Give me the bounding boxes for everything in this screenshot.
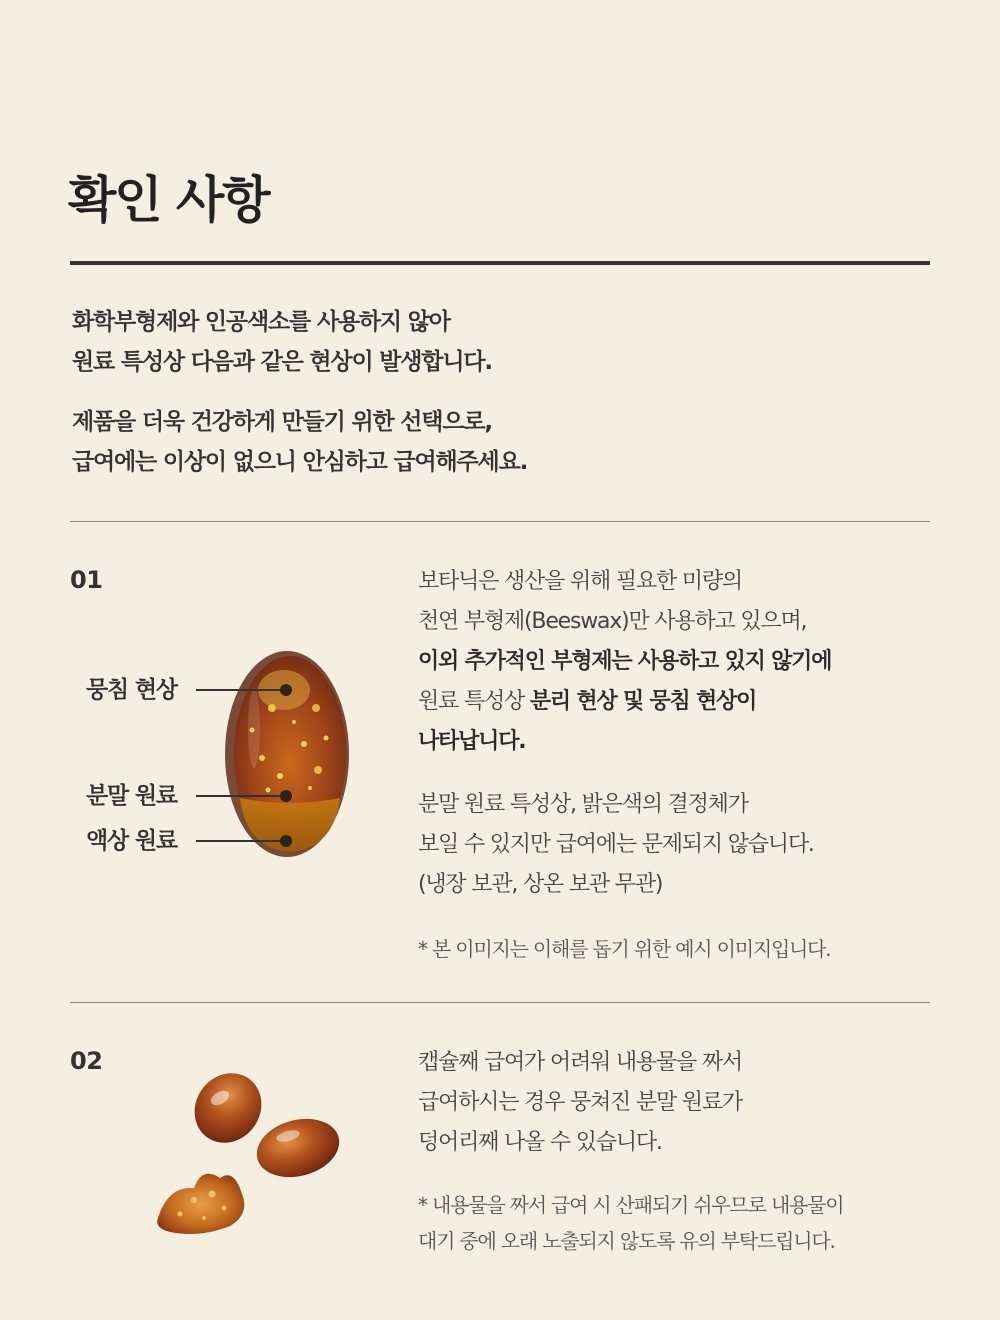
footnote: 대기 중에 오래 노출되지 않도록 유의 부탁드립니다. [418,1229,835,1253]
marker-dot [280,684,292,696]
leader-line [196,840,284,842]
description-line-bold [418,642,831,682]
label-clump: 뭉침 현상 [86,677,177,703]
description-line: 보일 수 있지만 급여에는 문제되지 않습니다. [418,832,814,857]
section-divider [70,521,930,522]
squeezed-capsules-image [150,1068,350,1240]
title-divider [70,261,930,265]
leader-line [196,689,284,691]
intro-line: 원료 특성상 다음과 같은 현상이 발생합니다. [72,349,492,375]
description-line: 천연 부형제(Beeswax)만 사용하고 있으며, [418,609,807,634]
marker-dot [280,835,292,847]
description-text: 원료 특성상 [418,689,530,714]
emphasis-text: 나타납니다. [418,729,526,754]
emphasis-text: 이외 추가적인 부형제는 사용하고 있지 않기에 [418,649,832,674]
description-line [418,682,756,722]
intro-line: 급여에는 이상이 없으니 안심하고 급여해주세요. [72,449,528,475]
intro-line: 제품을 더욱 건강하게 만들기 위한 선택으로, [72,409,492,435]
description-line: 보타닉은 생산을 위해 필요한 미량의 [418,569,742,594]
description-line-bold [418,722,525,762]
emphasis-text: 분리 현상 및 뭉침 현상이 [529,689,757,714]
intro-line: 화학부형제와 인공색소를 사용하지 않아 [72,309,450,335]
description-line: 캡슐째 급여가 어려워 내용물을 짜서 [418,1050,742,1075]
leader-line [196,795,284,797]
capsule-cross-section-image [222,648,352,860]
section-divider [70,1002,930,1003]
description-line: 급여하시는 경우 뭉쳐진 분말 원료가 [418,1090,742,1115]
marker-dot [280,790,292,802]
description-line: 분말 원료 특성상, 밝은색의 결정체가 [418,792,748,817]
label-liquid: 액상 원료 [86,828,177,854]
page-title: 확인 사항 [68,171,269,229]
label-powder: 분말 원료 [86,783,177,809]
footnote: * 본 이미지는 이해를 돕기 위한 예시 이미지입니다. [418,937,831,961]
section-number: 02 [70,1047,103,1075]
description-line: (냉장 보관, 상온 보관 무관) [418,872,663,897]
description-line: 덩어리째 나올 수 있습니다. [418,1130,662,1155]
footnote: * 내용물을 짜서 급여 시 산패되기 쉬우므로 내용물이 [418,1193,844,1217]
section-number: 01 [70,566,103,594]
